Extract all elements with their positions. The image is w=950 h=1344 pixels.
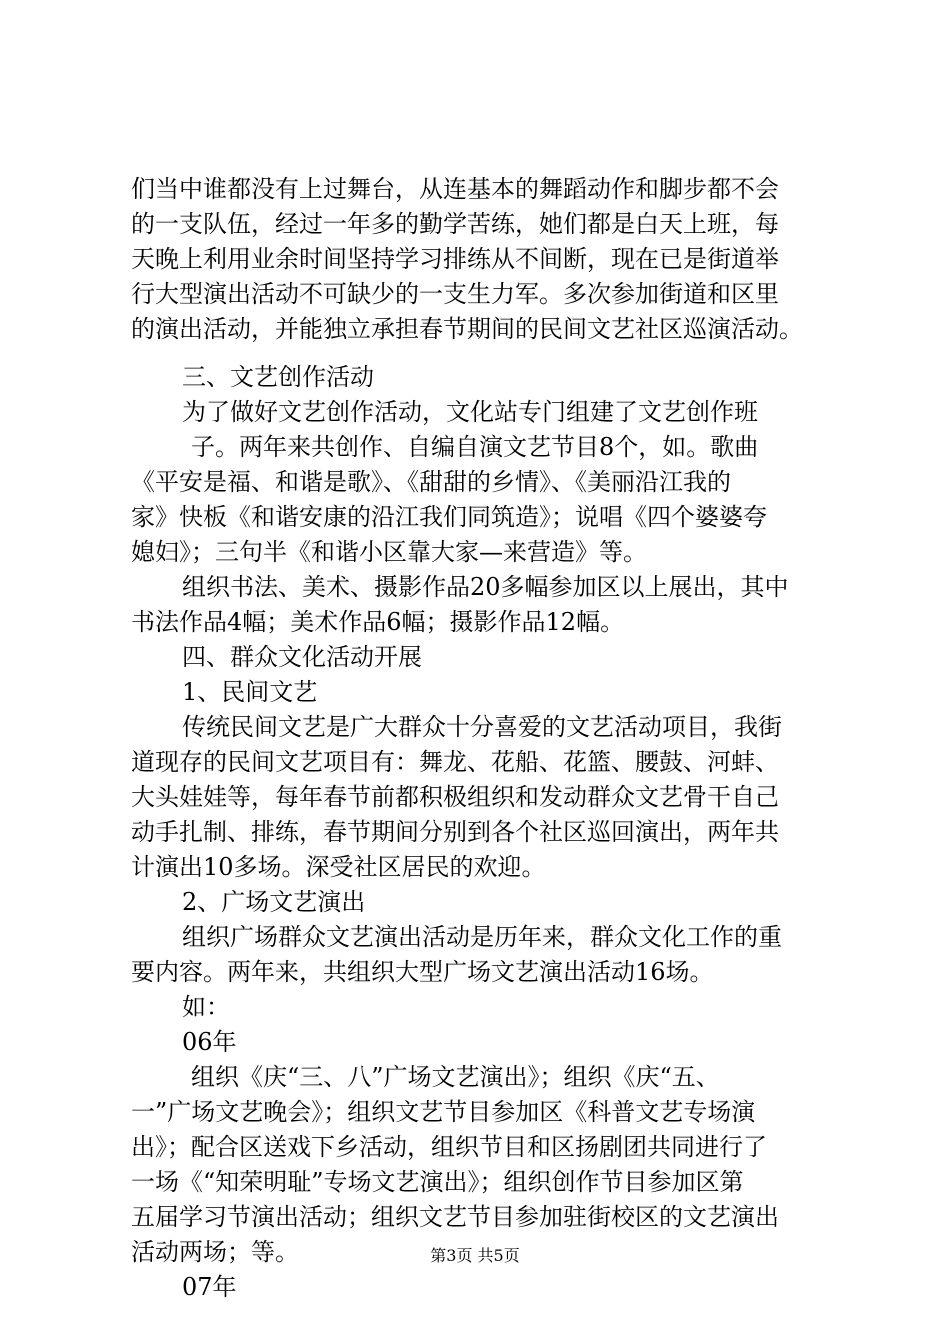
paragraph-line: 书法作品4幅；美术作品6幅；摄影作品12幅。: [131, 608, 625, 636]
paragraph-line: 子。两年来共创作、自编自演文艺节目8个，如。歌曲: [191, 433, 759, 461]
paragraph-line: 一场《“知荣明耻”专场文艺演出》；组织创作节目参加区第: [131, 1168, 744, 1196]
document-body: [131, 172, 831, 1305]
page-footer: 第3页 共5页: [430, 1246, 520, 1265]
paragraph-line: 出》；配合区送戏下乡活动，组织节目和区扬剧团共同进行了: [131, 1133, 767, 1161]
paragraph-line: 动手扎制、排练，春节期间分别到各个社区巡回演出，两年共: [131, 818, 779, 846]
subsection-heading: 2、广场文艺演出: [182, 888, 366, 916]
paragraph-gap: [131, 347, 831, 360]
year-label: 06年: [182, 1028, 237, 1056]
paragraph-line: 们当中谁都没有上过舞台，从连基本的舞蹈动作和脚步都不会: [131, 175, 779, 203]
paragraph-line: 组织《庆“三、八”广场文艺演出》；组织《庆“五、: [191, 1063, 720, 1091]
paragraph-line: 的一支队伍，经过一年多的勤学苦练，她们都是白天上班，每: [131, 210, 779, 238]
paragraph-line: 一”广场文艺晚会》；组织文艺节目参加区《科普文艺专场演: [131, 1098, 756, 1126]
year-label: 07年: [182, 1273, 237, 1301]
paragraph-line: 传统民间文艺是广大群众十分喜爱的文艺活动项目，我街: [182, 713, 782, 741]
section-heading: 四、群众文化活动开展: [182, 643, 422, 671]
paragraph-line: 《平安是福、和谐是歌》、《甜甜的乡情》、《美丽沿江我的: [131, 468, 731, 496]
paragraph-line: 大头娃娃等，每年春节前都积极组织和发动群众文艺骨干自己: [131, 783, 779, 811]
paragraph-line: 媳妇》；三句半《和谐小区靠大家—来营造》等。: [131, 538, 647, 566]
paragraph-line: 行大型演出活动不可缺少的一支生力军。多次参加街道和区里: [131, 280, 779, 308]
paragraph-line: 组织书法、美术、摄影作品20多幅参加区以上展出，其中: [182, 573, 789, 601]
paragraph-line: 家》快板《和谐安康的沿江我们同筑造》；说唱《四个婆婆夸: [131, 503, 767, 531]
paragraph-line: 如：: [182, 993, 230, 1021]
subsection-heading: 1、民间文艺: [182, 678, 318, 706]
section-heading: 三、文艺创作活动: [182, 363, 374, 391]
paragraph-line: 组织广场群众文艺演出活动是历年来，群众文化工作的重: [182, 923, 782, 951]
paragraph-line: 为了做好文艺创作活动，文化站专门组建了文艺创作班: [182, 398, 758, 426]
paragraph-line: 天晚上利用业余时间坚持学习排练从不间断，现在已是街道举: [131, 245, 779, 273]
paragraph-line: 活动两场；等。: [131, 1238, 299, 1266]
paragraph-line: 计演出10多场。深受社区居民的欢迎。: [131, 853, 546, 881]
paragraph-line: 道现存的民间文艺项目有：舞龙、花船、花篮、腰鼓、河蚌、: [131, 748, 779, 776]
paragraph-line: 五届学习节演出活动；组织文艺节目参加驻街校区的文艺演出: [131, 1203, 779, 1231]
paragraph-line: 要内容。两年来，共组织大型广场文艺演出活动16场。: [131, 958, 714, 986]
paragraph-line: 的演出活动，并能独立承担春节期间的民间文艺社区巡演活动。: [131, 315, 803, 343]
